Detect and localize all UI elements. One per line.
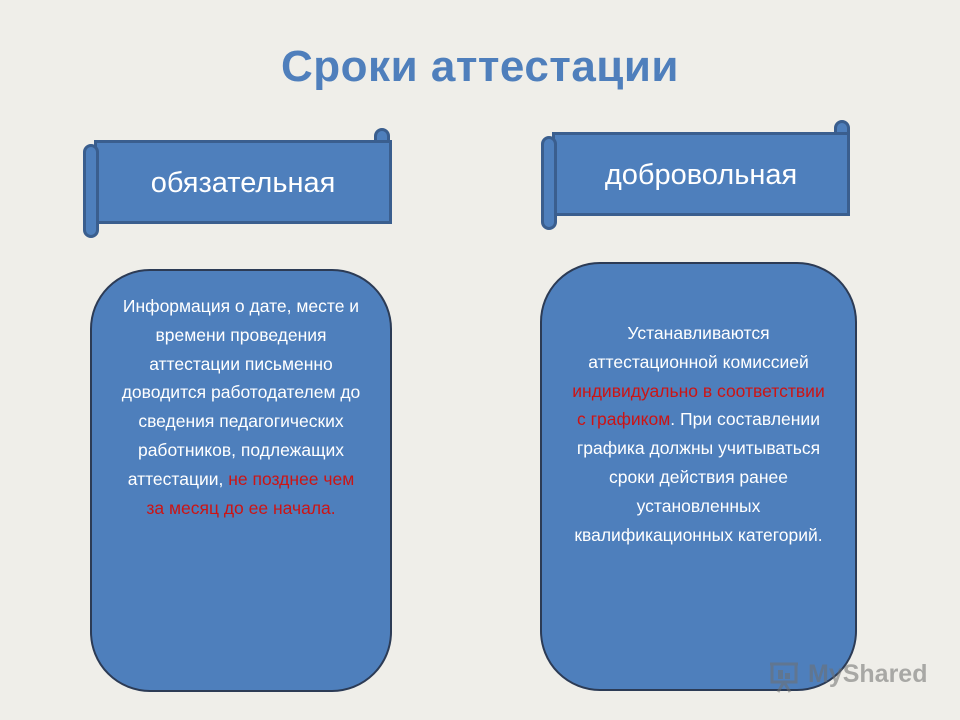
right-banner-body bbox=[552, 132, 850, 216]
left-banner-side-roll bbox=[83, 144, 99, 238]
left-info-text: Информация о дате, месте и времени проведения аттестации письменно доводится работодателем до сведения педагогических работников, подлежащих аттестации, bbox=[121, 296, 361, 489]
right-info-text: Устанавливаются аттестационной комиссией bbox=[588, 323, 809, 372]
myshared-watermark bbox=[766, 656, 936, 696]
left-info-highlight: не позднее чем за месяц до ее начала. bbox=[146, 468, 355, 518]
right-info-box bbox=[540, 262, 857, 691]
right-banner-label: добровольная bbox=[604, 159, 798, 191]
right-info-text-end: . При составлении графика должны учитываться сроки действия ранее установленных квалификационных категорий. bbox=[574, 409, 823, 545]
left-banner-body bbox=[94, 140, 392, 224]
right-banner-side-roll bbox=[541, 136, 557, 230]
presentation-board-icon bbox=[768, 658, 804, 694]
watermark-text: MyShared bbox=[808, 660, 928, 688]
slide-title: Сроки аттестации bbox=[281, 42, 679, 91]
left-banner-label: обязательная bbox=[150, 167, 336, 199]
right-info-highlight: индивидуально в соответствии с графиком bbox=[572, 380, 825, 430]
left-info-box bbox=[90, 269, 392, 692]
